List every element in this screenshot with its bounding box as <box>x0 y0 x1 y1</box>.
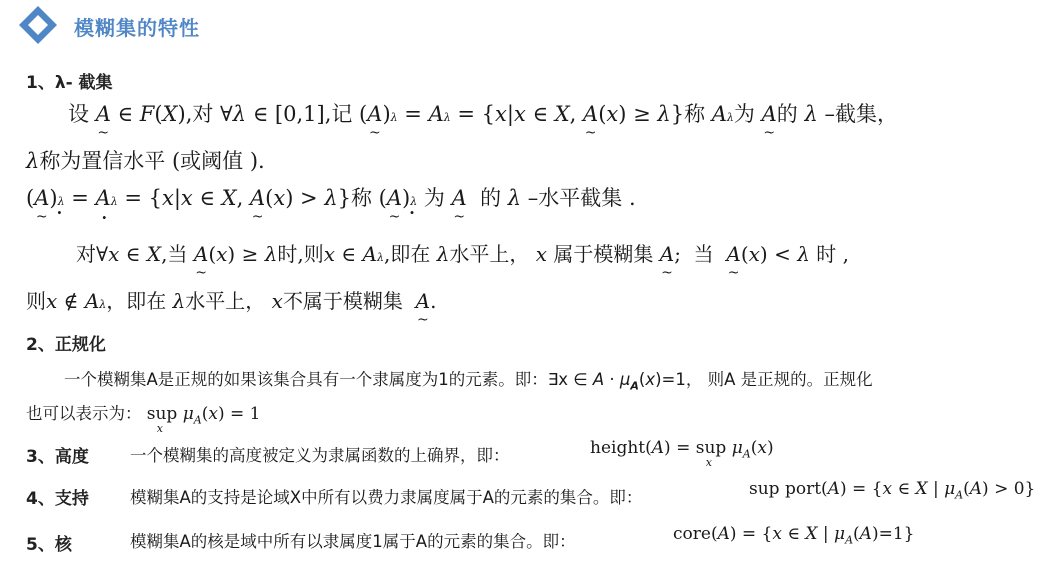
normality-prefix: 也可以表示为： <box>26 404 142 423</box>
lambda-cut-definition-line1: 设 A ~ ∈ F(X),对 ∀λ ∈ [0,1],记 (A ~)λ = Aλ = {x|x ∈ X, A ~(x) ≥ λ}称 Aλ为 A ~的 λ –截集， <box>68 98 898 128</box>
section-heading-height: 3、高度 <box>26 447 89 467</box>
lambda-cut-definition-line2: λ称为置信水平 (或阈值 ). <box>26 149 265 173</box>
section-heading-core: 5、核 <box>26 535 72 555</box>
property-line2: 则x ∉ Aλ，即在 λ水平上， x不属于模糊集 A ~. <box>26 285 436 314</box>
support-text: 模糊集A的支持是论域X中所有以费力隶属度属于A的元素的集合。即： <box>130 488 643 507</box>
core-formula: core(A) = {x ∈ X | $\mu_A(A)=1$} <box>673 524 915 547</box>
section-heading-lambda-cut <box>26 68 113 93</box>
diamond-icon <box>18 5 58 45</box>
section-heading-text: 1、λ- 截集 <box>26 73 113 93</box>
normality-text-line2: 也可以表示为： sup x $\mu_A(x) = 1$ <box>26 404 261 435</box>
height-text: 一个模糊集的高度被定义为隶属函数的上确界，即： <box>130 446 510 465</box>
property-line1: 对∀x ∈ X,当 A ~(x) ≥ λ时,则x ∈ Aλ,即在 λ水平上， x 属于模糊集 A ~; 当 A ~(x) < λ 时 , <box>76 238 849 267</box>
height-formula: height(A) = sup x $\mu_A(x)$ <box>590 438 774 469</box>
page-title: 模糊集的特性 <box>74 16 200 40</box>
strong-cut-line: (A ~)λ · = A · λ = {x|x ∈ X, A ~(x) > λ}称 (A ~)λ · 为 A ~ 的 λ –水平截集 . <box>26 182 636 212</box>
normality-text-line1: 一个模糊集A是正规的如果该集合具有一个隶属度为1的元素。即：∃x ∈ $A \cdot \mu_A(x)=1$， 则A 是正规的。正规化 <box>64 370 873 393</box>
section-heading-normality: 2、正规化 <box>26 335 106 355</box>
section-heading-support: 4、支持 <box>26 489 89 509</box>
core-text: 模糊集A的核是域中所有以隶属度1属于A的元素的集合。即： <box>130 532 576 551</box>
support-formula: sup port(A) = {x ∈ X | $\mu_A(A) > 0$} <box>749 479 1036 502</box>
